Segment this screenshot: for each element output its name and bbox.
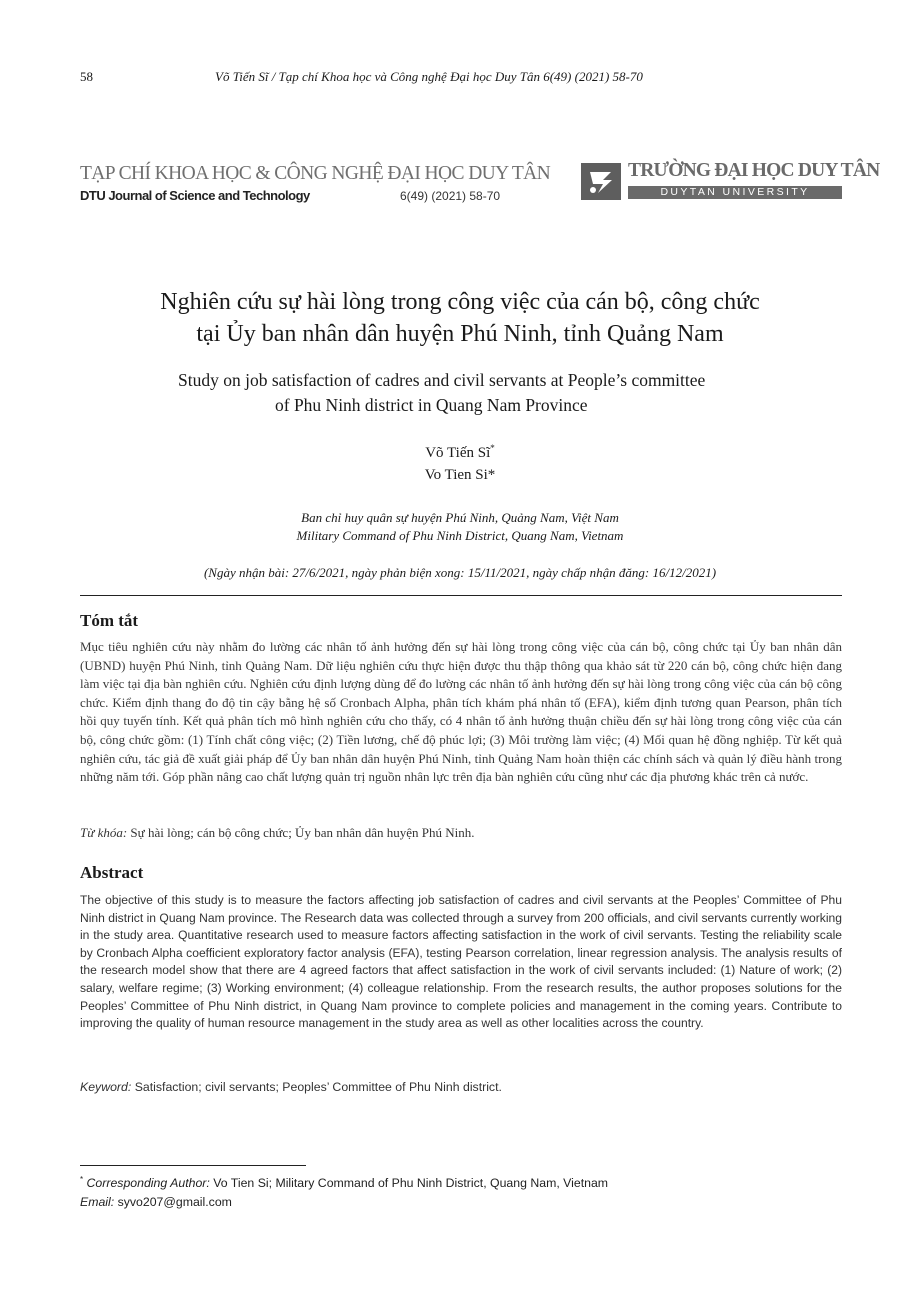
title-vn-line1: Nghiên cứu sự hài lòng trong công việc của cán bộ, công chức [160, 289, 760, 315]
tomtat-keywords [80, 825, 475, 841]
tomtat-keyword-label: Từ khóa: [80, 825, 128, 840]
affiliation-vn: Ban chỉ huy quân sự huyện Phú Ninh, Quảng Nam, Việt Nam [301, 510, 619, 525]
duy-tan-logo-icon [581, 163, 621, 200]
affiliation-en: Military Command of Phu Ninh District, Quang Nam, Vietnam [296, 528, 624, 543]
footnote-email [80, 1195, 232, 1209]
author-en: Vo Tien Si* [424, 467, 496, 483]
submission-dates: (Ngày nhận bài: 27/6/2021, ngày phản biện xong: 15/11/2021, ngày chấp nhận đăng: 16/12/2021) [203, 565, 717, 580]
footnote-author-text: Vo Tien Si; Military Command of Phu Ninh District, Quang Nam, Vietnam [213, 1176, 609, 1191]
abstract-heading: Abstract [80, 863, 144, 882]
journal-issue: 6(49) (2021) 58-70 [400, 189, 501, 203]
footnote-email-address[interactable]: syvo207@gmail.com [117, 1195, 232, 1209]
footnote-mark: * [80, 1175, 84, 1184]
footnote-author [80, 1175, 608, 1190]
tomtat-keyword-list: Sự hài lòng; cán bộ công chức; Ủy ban nhân dân huyện Phú Ninh. [130, 825, 475, 840]
abstract-keyword-list: Satisfaction; civil servants; Peoples’ Committee of Phu Ninh district. [134, 1080, 502, 1094]
divider [80, 595, 842, 596]
page-number: 58 [80, 69, 93, 84]
title-vn-line2: tại Ủy ban nhân dân huyện Phú Ninh, tỉnh Quảng Nam [196, 321, 724, 347]
university-name-vn: TRƯỜNG ĐẠI HỌC DUY TÂN [628, 160, 880, 181]
journal-name-en: DTU Journal of Science and Technology [80, 188, 310, 203]
tomtat-body: Mục tiêu nghiên cứu này nhằm đo lường các nhân tố ảnh hưởng đến sự hài lòng trong công việc của cán bộ, công chức tại Ủy ban nhân dân (UBND) huyện Phú Ninh, tỉnh Quảng Nam. Dữ liệu nghiên cứu thực hiện được thu thập thông qua khảo sát từ 220 cán bộ, công chức hiện đang làm việc tại địa bàn nghiên cứu. Nghiên cứu định lượng dùng để đo lường các nhân tố ảnh hưởng đến sự hài lòng trong công việc của cán bộ công chức. Kiểm định thang đo độ tin cậy bằng hệ số Cronbach Alpha, phân tích khám phá nhân tố (EFA), kiểm định tương quan Pearson, phân tích hồi quy tuyến tính. Kết quả phân tích mô hình nghiên cứu cho thấy, có 4 nhân tố ảnh hưởng thuận chiều đến sự hài lòng trong công việc của cán bộ, công chức gồm: (1) Tính chất công việc; (2) Tiền lương, chế độ phúc lợi; (3) Môi trường làm việc; (4) Mối quan hệ đồng nghiệp. Từ kết quả nghiên cứu, tác giả đề xuất giải pháp để Ủy ban nhân dân huyện Phú Ninh, tỉnh Quảng Nam hoàn thiện các chính sách và quản lý điều hành trong những năm tới. Góp phần nâng cao chất lượng quản trị nguồn nhân lực trên địa bàn nghiên cứu cũng như các địa phương khác trên cả nước. [80, 639, 842, 785]
footnote-author-label: Corresponding Author: [86, 1176, 210, 1191]
title-en-line1: Study on job satisfaction of cadres and civil servants at People’s committee [178, 370, 706, 390]
author-vn-mark: * [490, 443, 495, 453]
author-vn-name: Võ Tiến Sĩ [425, 445, 491, 461]
journal-name-vn: TẠP CHÍ KHOA HỌC & CÔNG NGHỆ ĐẠI HỌC DUY TÂN [80, 163, 551, 184]
abstract-keyword-label: Keyword: [80, 1080, 132, 1094]
title-en-line2: of Phu Ninh district in Quang Nam Province [275, 395, 588, 415]
abstract-body: The objective of this study is to measure the factors affecting job satisfaction of cadres and civil servants at the Peoples’ Committee of Phu Ninh district in Quang Nam province. The Research data was collected through a survey from 200 officials, and civil servants currently working in the study area. Quantitative research used to measure factors affecting satisfaction in the work of civil servants. Testing the reliability scale by Cronbach Alpha coefficient exploratory factor analysis (EFA), testing Pearson correlation, linear regression analysis. The analysis results of the research model show that there are 4 agreed factors that affect satisfaction in the work of civil servants included: (1) Nature of work; (2) salary, welfare regime; (3) Working environment; (4) colleague relationship. From the research results, the author proposes solutions for the Peoples’ Committee of Phu Ninh district, in Quang Nam province to complete policies and management in the coming years. Contribute to improving the quality of human resource management in the study area as well as other localities across the country. [80, 893, 842, 1031]
author-vn [80, 443, 840, 462]
footnote-rule [80, 1165, 306, 1166]
footnote-email-label: Email: [80, 1195, 115, 1209]
running-head: Võ Tiến Sĩ / Tạp chí Khoa học và Công nghệ Đại học Duy Tân 6(49) (2021) 58-70 [215, 69, 643, 84]
university-name-en: DUYTAN UNIVERSITY [660, 186, 810, 198]
abstract-keywords [80, 1080, 502, 1094]
tomtat-heading: Tóm tắt [80, 611, 139, 630]
